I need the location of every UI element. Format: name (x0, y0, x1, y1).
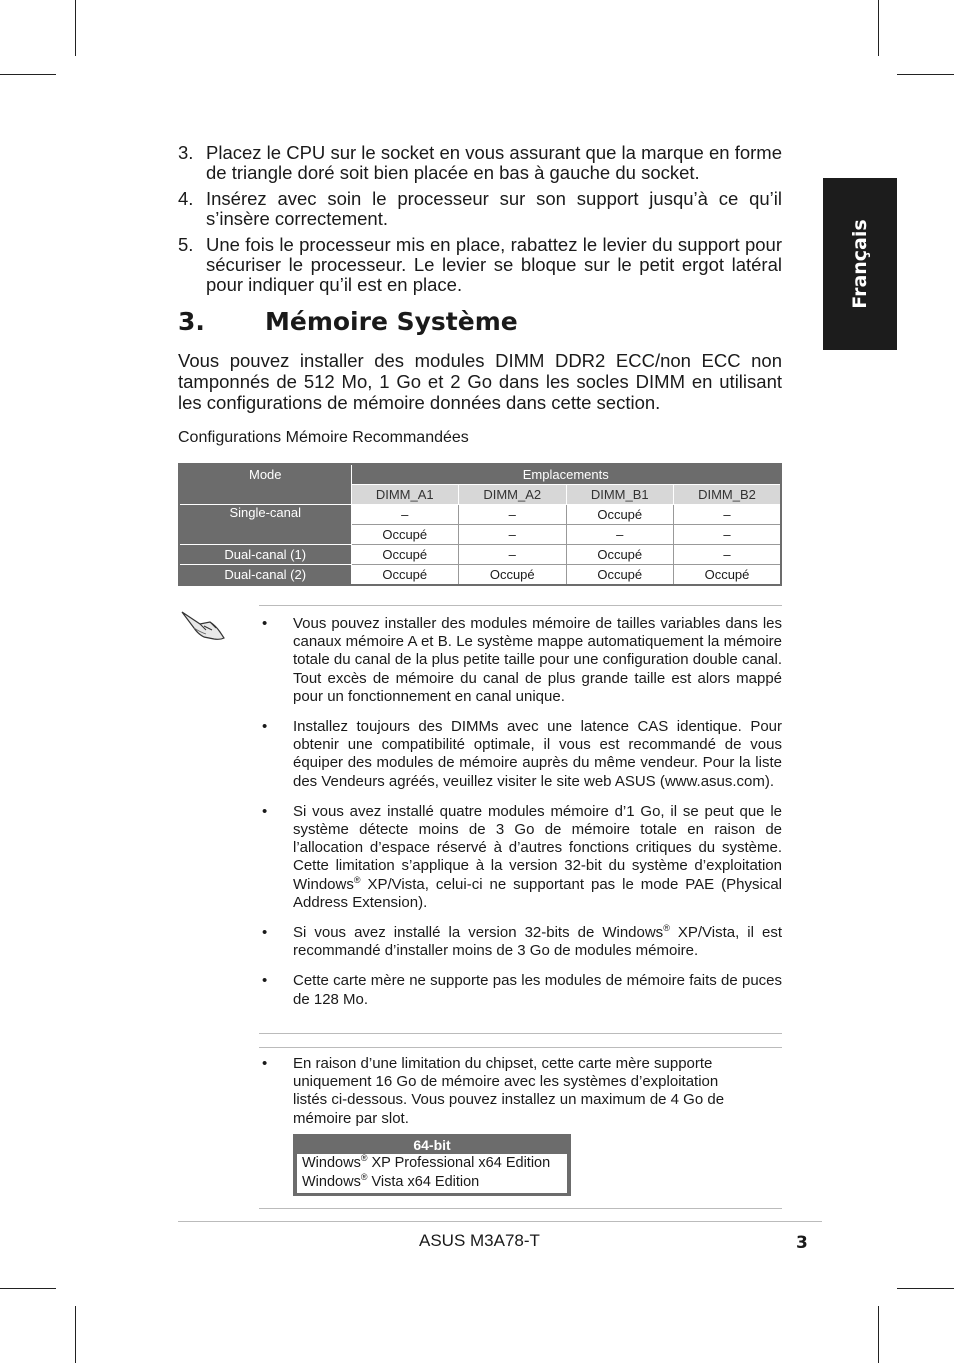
note-item (262, 924, 782, 960)
slot-cell: – (674, 525, 782, 545)
step-number: 5. (178, 234, 194, 255)
footer-model: ASUS M3A78-T (419, 1231, 540, 1250)
table-row (179, 565, 781, 586)
slot-cell: – (566, 525, 674, 545)
language-tab (823, 178, 897, 350)
mode-cell: Dual-canal (1) (179, 545, 351, 565)
slots-header: Emplacements (351, 464, 781, 485)
registered-mark: ® (353, 874, 361, 885)
step-number: 3. (178, 142, 194, 163)
slot-cell: Occupé (566, 545, 674, 565)
step-item (178, 235, 782, 295)
slot-cell: Occupé (351, 565, 459, 586)
note-item (262, 1055, 746, 1128)
crop-mark (0, 74, 56, 75)
footer-rule (178, 1221, 822, 1222)
mode-cell: Dual-canal (2) (179, 565, 351, 586)
os-table-body (297, 1154, 567, 1193)
slot-header: DIMM_B1 (566, 485, 674, 505)
step-text: Insérez avec soin le processeur sur son support jusqu’à ce qu’il s’insère correctement. (206, 188, 782, 229)
slot-cell: Occupé (566, 505, 674, 525)
slot-cell: Occupé (459, 565, 567, 586)
crop-mark (75, 1306, 76, 1363)
note-text: Vous pouvez installer des modules mémoire de tailles variables dans les canaux mémoire A et B. Le système mappe automatiquement la mémoire totale du canal de la plus petite taille pour une configuration double canal. Tout excès de mémoire du canal de plus grande taille est alors mappé pour un fonctionnement en canal unique. (293, 615, 782, 705)
bullet: • (262, 802, 268, 820)
crop-mark (878, 0, 879, 56)
slot-cell: – (459, 505, 567, 525)
notes-bottom-rule (259, 1033, 782, 1034)
slot-cell: – (351, 505, 459, 525)
memory-config-table (178, 463, 782, 586)
note-text: Cette carte mère ne supporte pas les modules de mémoire faits de puces de 128 Mo. (293, 972, 782, 1008)
step-item (178, 143, 782, 183)
os-name: Windows (302, 1155, 361, 1171)
slot-header: DIMM_A2 (459, 485, 567, 505)
intro-paragraph: Vous pouvez installer des modules DIMM DDR2 ECC/non ECC non tamponnés de 512 Mo, 1 Go et 2 Go dans les socles DIMM en utilisant les configurations de mémoire données dans cette section. (178, 350, 782, 413)
bullet: • (262, 615, 268, 632)
section-title: Mémoire Système (265, 307, 518, 336)
slot-header: DIMM_A1 (351, 485, 459, 505)
note-item (262, 615, 782, 706)
bullet: • (262, 718, 268, 736)
step-text: Placez le CPU sur le socket en vous assurant que la marque en forme de triangle doré soit bien placée en bas à gauche du socket. (206, 142, 782, 183)
registered-mark: ® (360, 1153, 368, 1164)
table-row (179, 505, 781, 525)
note-text-part: XP/Vista, celui-ci ne supportant pas le mode PAE (Physical Address Extension). (293, 875, 782, 911)
page-number: 3 (796, 1233, 808, 1253)
slot-cell: – (674, 505, 782, 525)
note-text: Installez toujours des DIMMs avec une latence CAS identique. Pour obtenir une compatibilité optimale, il vous est recommandé de vous équiper des modules de mémoire auprès du même vendeur. Pour la liste des Vendeurs agréés, veuillez visiter le site web ASUS (www.asus.com). (293, 718, 782, 790)
bullet: • (262, 924, 268, 942)
note-item (262, 803, 782, 912)
memory-notes (262, 615, 782, 1021)
notes-top-rule (259, 605, 782, 606)
note2-top-rule (259, 1047, 782, 1048)
bullet: • (262, 1055, 268, 1072)
table-row (179, 545, 781, 565)
language-label: Français (849, 219, 871, 309)
installation-steps (178, 143, 782, 301)
os-row (302, 1173, 567, 1192)
table-caption: Configurations Mémoire Recommandées (178, 429, 469, 446)
crop-mark (0, 1288, 56, 1289)
os-table-header: 64-bit (413, 1137, 451, 1153)
slot-cell: Occupé (351, 545, 459, 565)
note-text-part: Si vous avez installé quatre modules mémoire d’1 Go, il se peut que le système détecte moins de 3 Go de mémoire totale en raison de l’allocation d’espace réservé à d’autres fonctions critiques du système. Cette limitation s’applique à la version 32-bit du système d’exploitation Windows (293, 802, 782, 893)
bullet: • (262, 972, 268, 990)
mode-cell: Single-canal (179, 505, 351, 545)
registered-mark: ® (663, 923, 670, 934)
os-row (302, 1154, 567, 1173)
section-number: 3. (178, 307, 205, 336)
slot-cell: Occupé (566, 565, 674, 586)
note-text (293, 803, 782, 912)
step-item (178, 189, 782, 229)
os-support-table (293, 1134, 571, 1196)
pointing-hand-icon (180, 606, 228, 642)
registered-mark: ® (360, 1172, 368, 1183)
chipset-note (262, 1055, 746, 1140)
crop-mark (878, 1306, 879, 1363)
note-item (262, 972, 782, 1008)
section-heading (178, 307, 782, 336)
note2-bottom-rule (259, 1208, 782, 1209)
note-text (293, 924, 782, 960)
crop-mark (897, 1288, 954, 1289)
crop-mark (75, 0, 76, 56)
os-edition: Vista x64 Edition (367, 1174, 480, 1190)
note-text-part: Si vous avez installé la version 32-bits de Windows (293, 924, 664, 942)
slot-cell: – (674, 545, 782, 565)
slot-cell: Occupé (674, 565, 782, 586)
slot-cell: – (459, 525, 567, 545)
slot-cell: Occupé (351, 525, 459, 545)
step-number: 4. (178, 188, 194, 209)
mode-header: Mode (179, 464, 351, 505)
note-text: En raison d’une limitation du chipset, cette carte mère supporte uniquement 16 Go de mémoire avec les systèmes d’exploitation listés ci-dessous. Vous pouvez installez un maximum de 4 Go de mémoire par slot. (293, 1055, 725, 1127)
step-text: Une fois le processeur mis en place, rabattez le levier du support pour sécuriser le processeur. Le levier se bloque sur le petit ergot latéral pour indiquer qu’il est en place. (206, 234, 782, 295)
note-text-part: XP/Vista, il est recommandé d’installer moins de 3 Go de modules mémoire. (293, 924, 782, 960)
os-edition: XP Professional x64 Edition (367, 1155, 551, 1171)
os-name: Windows (302, 1174, 361, 1190)
slot-header: DIMM_B2 (674, 485, 782, 505)
slot-cell: – (459, 545, 567, 565)
crop-mark (897, 74, 954, 75)
note-item (262, 718, 782, 791)
